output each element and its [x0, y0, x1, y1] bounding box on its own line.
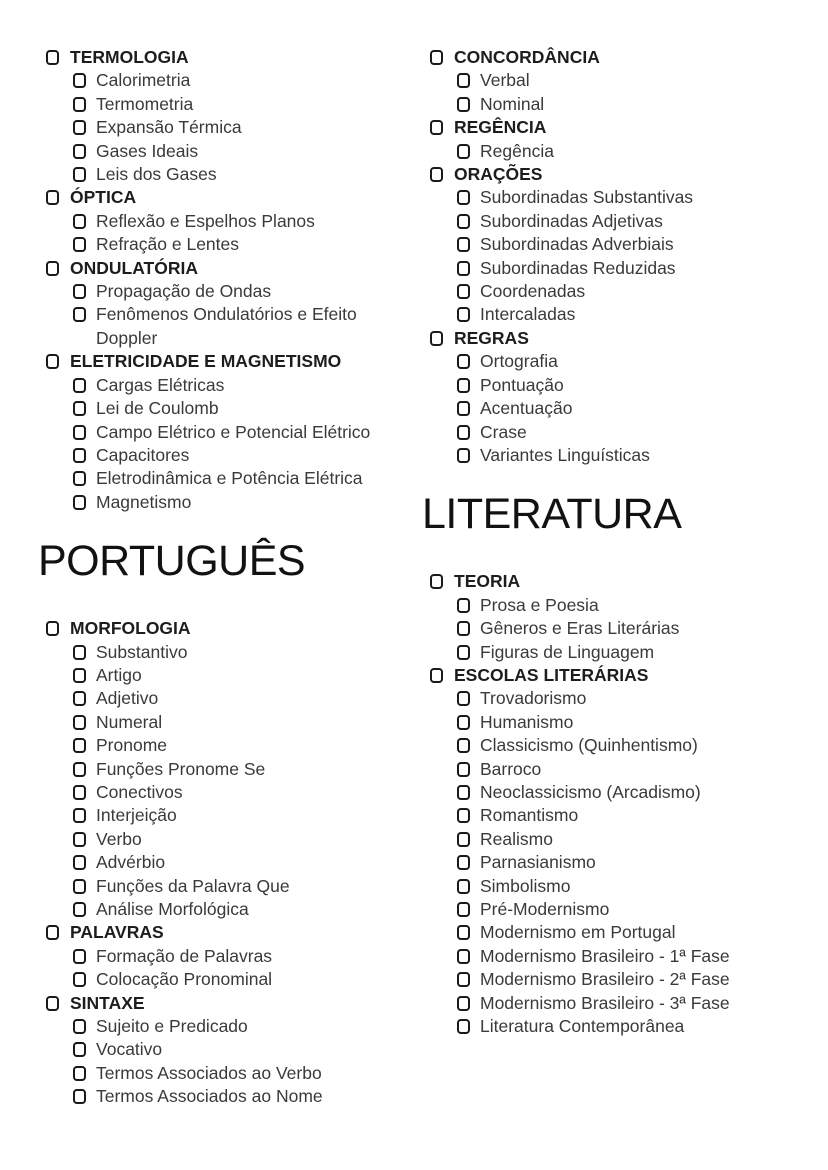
checklist-item-label: Leis dos Gases	[96, 164, 217, 185]
checklist-item-label: Calorimetria	[96, 70, 191, 91]
checklist-item-label: Gêneros e Eras Literárias	[480, 618, 680, 639]
checklist-item-label: Modernismo Brasileiro - 3ª Fase	[480, 992, 730, 1013]
todo-checkbox[interactable]	[457, 307, 470, 322]
todo-checkbox[interactable]	[457, 378, 470, 393]
checklist-item-label: Vocativo	[96, 1039, 163, 1060]
section-header-label: ÓPTICA	[70, 187, 137, 208]
todo-checkbox[interactable]	[457, 73, 470, 88]
checklist-section	[430, 327, 766, 467]
checklist-item-row	[430, 781, 766, 804]
checklist-item-row	[46, 1038, 386, 1061]
todo-checkbox[interactable]	[73, 691, 86, 706]
checklist-item-row	[46, 851, 386, 874]
checklist-item-label: Substantivo	[96, 641, 188, 662]
checklist-item-row	[430, 594, 766, 617]
todo-checkbox[interactable]	[73, 762, 86, 777]
todo-checkbox[interactable]	[457, 925, 470, 940]
checklist-item-label: Capacitores	[96, 444, 190, 465]
todo-checkbox[interactable]	[73, 785, 86, 800]
checklist-item-label: Lei de Coulomb	[96, 398, 219, 419]
checklist-item-row	[46, 898, 386, 921]
todo-checkbox[interactable]	[457, 425, 470, 440]
checklist-item-label: Cargas Elétricas	[96, 374, 225, 395]
checklist-item-label: Realismo	[480, 828, 553, 849]
todo-checkbox[interactable]	[457, 855, 470, 870]
section-header-label: SINTAXE	[70, 992, 145, 1013]
checklist-item-row	[46, 711, 386, 734]
checklist-section	[46, 46, 386, 186]
todo-checkbox[interactable]	[457, 738, 470, 753]
checklist-item-row	[430, 617, 766, 640]
checklist-item-label: Interjeição	[96, 805, 177, 826]
checklist-item-label: Neoclassicismo (Arcadismo)	[480, 781, 701, 802]
todo-checkbox[interactable]	[73, 879, 86, 894]
todo-checkbox[interactable]	[73, 1042, 86, 1057]
checklist-section	[430, 570, 766, 664]
checklist-item-label: Nominal	[480, 93, 545, 114]
checklist-item-row	[430, 968, 766, 991]
checklist-item-label: Ortografia	[480, 351, 558, 372]
todo-checkbox[interactable]	[457, 832, 470, 847]
checklist-item-label: Termos Associados ao Verbo	[96, 1062, 322, 1083]
checklist-item-label: Intercaladas	[480, 304, 576, 325]
section-header-row	[46, 46, 386, 69]
checklist-item-row	[430, 233, 766, 256]
checklist-item-row	[430, 186, 766, 209]
checklist-item-label: Subordinadas Adjetivas	[480, 210, 663, 231]
checklist-item-row	[430, 93, 766, 116]
todo-checkbox[interactable]	[430, 50, 443, 65]
todo-checkbox[interactable]	[73, 832, 86, 847]
section-header-label: ORAÇÕES	[454, 164, 543, 185]
checklist-item-label: Prosa e Poesia	[480, 594, 599, 615]
checklist-item-row	[430, 734, 766, 757]
checklist-item-label: Sujeito e Predicado	[96, 1016, 248, 1037]
checklist-item-label: Numeral	[96, 711, 163, 732]
checklist-item-row	[46, 641, 386, 664]
todo-checkbox[interactable]	[73, 214, 86, 229]
checklist-item-row	[430, 69, 766, 92]
checklist-item-label: Termos Associados ao Nome	[96, 1086, 323, 1107]
checklist-item-label: Acentuação	[480, 398, 573, 419]
checklist-item-label: Modernismo Brasileiro - 2ª Fase	[480, 969, 730, 990]
checklist-item-row	[46, 93, 386, 116]
todo-checkbox[interactable]	[457, 448, 470, 463]
checklist-item-label: Regência	[480, 140, 554, 161]
checklist-item-row	[46, 1015, 386, 1038]
checklist-item-row	[430, 280, 766, 303]
todo-checkbox[interactable]	[457, 902, 470, 917]
todo-checkbox[interactable]	[73, 972, 86, 987]
todo-checkbox[interactable]	[457, 808, 470, 823]
checklist-item-row	[430, 921, 766, 944]
todo-checkbox[interactable]	[457, 691, 470, 706]
todo-checkbox[interactable]	[73, 237, 86, 252]
checklist-item-row	[46, 233, 386, 256]
checklist-item-label: Termometria	[96, 93, 194, 114]
checklist-item-label: Pronome	[96, 735, 168, 756]
todo-checkbox[interactable]	[73, 1089, 86, 1104]
checklist-item-row	[46, 421, 386, 444]
checklist-item-label: Subordinadas Substantivas	[480, 187, 694, 208]
checklist-item-label: Modernismo em Portugal	[480, 922, 676, 943]
checklist-item-row	[46, 374, 386, 397]
checklist-item-label: Figuras de Linguagem	[480, 641, 655, 662]
checklist-item-row	[46, 444, 386, 467]
checklist-item-label: Variantes Linguísticas	[480, 444, 650, 465]
todo-checkbox[interactable]	[457, 621, 470, 636]
checklist-item-label: Pontuação	[480, 374, 564, 395]
checklist-item-label: Funções Pronome Se	[96, 758, 266, 779]
checklist-item-row	[46, 828, 386, 851]
todo-checkbox[interactable]	[46, 996, 59, 1011]
checklist-item-row	[430, 350, 766, 373]
todo-checkbox[interactable]	[73, 949, 86, 964]
checklist-item-label: Artigo	[96, 664, 142, 685]
checklist-item-row	[46, 875, 386, 898]
section-header-row	[46, 257, 386, 280]
checklist-item-row	[46, 781, 386, 804]
checklist-item-label: Romantismo	[480, 805, 579, 826]
checklist-item-row	[46, 163, 386, 186]
todo-checkbox[interactable]	[73, 738, 86, 753]
checklist-item-label: Verbal	[480, 70, 530, 91]
todo-checkbox[interactable]	[430, 574, 443, 589]
page-title: LITERATURA	[422, 490, 682, 539]
section-header-label: TEORIA	[454, 571, 521, 592]
section-header-label: TERMOLOGIA	[70, 47, 189, 67]
todo-checkbox[interactable]	[73, 425, 86, 440]
checklist-item-label: Funções da Palavra Que	[96, 875, 290, 896]
checklist-item-row	[430, 641, 766, 664]
section-header-label: ONDULATÓRIA	[70, 257, 198, 278]
checklist-item-row	[430, 140, 766, 163]
todo-checkbox[interactable]	[73, 73, 86, 88]
todo-checkbox[interactable]	[46, 190, 59, 205]
checklist-section	[430, 46, 766, 116]
todo-checkbox[interactable]	[457, 354, 470, 369]
todo-checkbox[interactable]	[457, 715, 470, 730]
checklist-item-label: Refração e Lentes	[96, 234, 240, 255]
checklist-item-row	[430, 257, 766, 280]
checklist-item-label: Parnasianismo	[480, 852, 596, 873]
checklist-item-row	[46, 116, 386, 139]
checklist-item-label: Classicismo (Quinhentismo)	[480, 735, 698, 756]
todo-checkbox[interactable]	[457, 949, 470, 964]
checklist-section	[46, 186, 386, 256]
todo-checkbox[interactable]	[73, 808, 86, 823]
section-header-row	[430, 664, 766, 687]
todo-checkbox[interactable]	[73, 401, 86, 416]
todo-checkbox[interactable]	[73, 902, 86, 917]
checklist-item-row	[430, 421, 766, 444]
todo-checkbox[interactable]	[457, 785, 470, 800]
checklist-item-row	[46, 303, 386, 350]
todo-checkbox[interactable]	[457, 972, 470, 987]
todo-checkbox[interactable]	[457, 214, 470, 229]
checklist-section	[430, 664, 766, 1039]
checklist-section	[46, 992, 386, 1109]
checklist-section	[46, 921, 386, 991]
checklist-section	[46, 350, 386, 514]
section-header-label: ELETRICIDADE E MAGNETISMO	[70, 351, 342, 372]
section-header-label: CONCORDÂNCIA	[454, 47, 600, 67]
checklist-item-label: Subordinadas Reduzidas	[480, 257, 676, 278]
section-header-label: PALAVRAS	[70, 922, 164, 943]
checklist-item-row	[46, 1062, 386, 1085]
todo-checkbox[interactable]	[457, 401, 470, 416]
checklist-item-label: Análise Morfológica	[96, 899, 249, 919]
todo-checkbox[interactable]	[457, 879, 470, 894]
todo-checkbox[interactable]	[73, 167, 86, 182]
todo-checkbox[interactable]	[73, 307, 86, 322]
todo-checkbox[interactable]	[457, 645, 470, 660]
column-left	[38, 46, 386, 1109]
checklist-item-label: Literatura Contemporânea	[480, 1016, 685, 1037]
todo-checkbox[interactable]	[73, 645, 86, 660]
todo-checkbox[interactable]	[430, 331, 443, 346]
todo-checkbox[interactable]	[46, 354, 59, 369]
checklist-item-row	[430, 851, 766, 874]
todo-checkbox[interactable]	[457, 1019, 470, 1034]
checklist-section	[46, 257, 386, 351]
section-header-label: ESCOLAS LITERÁRIAS	[454, 664, 649, 685]
section-header-row	[430, 327, 766, 350]
todo-checkbox[interactable]	[457, 762, 470, 777]
checklist-item-label: Reflexão e Espelhos Planos	[96, 210, 315, 231]
todo-checkbox[interactable]	[73, 1066, 86, 1081]
todo-checkbox[interactable]	[73, 855, 86, 870]
todo-checkbox[interactable]	[73, 471, 86, 486]
todo-checkbox[interactable]	[46, 925, 59, 940]
todo-checkbox[interactable]	[457, 284, 470, 299]
todo-checkbox[interactable]	[457, 190, 470, 205]
checklist-item-label: Humanismo	[480, 711, 574, 732]
checklist-item-row	[46, 945, 386, 968]
checklist-item-label: Campo Elétrico e Potencial Elétrico	[96, 421, 371, 442]
checklist-item-row	[430, 992, 766, 1015]
checklist-item-row	[46, 968, 386, 991]
section-header-label: REGRAS	[454, 327, 529, 348]
checklist-item-row	[430, 945, 766, 968]
checklist-item-row	[430, 444, 766, 467]
checklist-item-label: Advérbio	[96, 852, 166, 873]
checklist-item-row	[46, 758, 386, 781]
checklist-item-row	[46, 210, 386, 233]
checklist-item-row	[46, 664, 386, 687]
section-header-row	[46, 350, 386, 373]
checklist-item-label: Coordenadas	[480, 281, 586, 302]
todo-checkbox[interactable]	[457, 237, 470, 252]
section-header-row	[430, 116, 766, 139]
checklist-item-label: Pré-Modernismo	[480, 899, 610, 919]
checklist-item-row	[46, 467, 386, 490]
todo-checkbox[interactable]	[73, 97, 86, 112]
todo-checkbox[interactable]	[430, 167, 443, 182]
page-title: PORTUGUÊS	[38, 537, 306, 586]
checklist-item-row	[430, 758, 766, 781]
checklist-item-label: Propagação de Ondas	[96, 281, 272, 302]
checklist-item-row	[46, 491, 386, 514]
checklist-item-label: Expansão Térmica	[96, 117, 242, 138]
checklist-item-label: Fenômenos Ondulatórios e Efeito Doppler	[96, 304, 357, 348]
checklist-item-row	[430, 875, 766, 898]
section-header-row	[46, 617, 386, 640]
checklist-item-row	[430, 303, 766, 326]
checklist-item-label: Conectivos	[96, 781, 183, 802]
checklist-item-label: Barroco	[480, 758, 542, 779]
checklist-item-row	[46, 280, 386, 303]
todo-checkbox[interactable]	[73, 378, 86, 393]
checklist-item-row	[430, 711, 766, 734]
checklist-section	[430, 163, 766, 327]
section-header-row	[46, 992, 386, 1015]
section-header-row	[46, 186, 386, 209]
checklist-section	[46, 617, 386, 921]
checklist-item-label: Adjetivo	[96, 688, 159, 709]
todo-checkbox[interactable]	[457, 97, 470, 112]
todo-checkbox[interactable]	[73, 120, 86, 135]
todo-checkbox[interactable]	[46, 621, 59, 636]
checklist-item-row	[46, 734, 386, 757]
checklist-item-row	[46, 804, 386, 827]
todo-checkbox[interactable]	[457, 261, 470, 276]
section-header-label: REGÊNCIA	[454, 117, 547, 138]
checklist-item-row	[430, 687, 766, 710]
checklist-item-label: Formação de Palavras	[96, 945, 273, 966]
checklist-item-label: Eletrodinâmica e Potência Elétrica	[96, 468, 363, 489]
checklist-item-row	[46, 140, 386, 163]
checklist-item-label: Magnetismo	[96, 491, 192, 512]
section-header-row	[430, 46, 766, 69]
checklist-item-label: Verbo	[96, 828, 142, 849]
column-right	[422, 46, 766, 1038]
checklist-item-row	[46, 687, 386, 710]
todo-checkbox[interactable]	[430, 668, 443, 683]
checklist-item-label: Simbolismo	[480, 875, 571, 896]
checklist-item-row	[46, 1085, 386, 1108]
checklist-item-row	[46, 69, 386, 92]
checklist-item-row	[430, 397, 766, 420]
checklist-item-row	[430, 898, 766, 921]
section-header-label: MORFOLOGIA	[70, 618, 191, 639]
checklist-item-label: Trovadorismo	[480, 688, 587, 709]
checklist-item-label: Crase	[480, 421, 527, 442]
todo-checkbox[interactable]	[46, 50, 59, 65]
checklist-item-label: Subordinadas Adverbiais	[480, 234, 674, 255]
todo-checkbox[interactable]	[430, 120, 443, 135]
checklist-item-label: Gases Ideais	[96, 140, 199, 161]
todo-checkbox[interactable]	[73, 1019, 86, 1034]
checklist-section	[430, 116, 766, 163]
todo-checkbox[interactable]	[457, 598, 470, 613]
todo-checkbox[interactable]	[73, 495, 86, 510]
todo-checkbox[interactable]	[457, 996, 470, 1011]
todo-checkbox[interactable]	[73, 668, 86, 683]
section-header-row	[430, 163, 766, 186]
todo-checkbox[interactable]	[457, 144, 470, 159]
todo-checkbox[interactable]	[46, 261, 59, 276]
section-header-row	[430, 570, 766, 593]
checklist-item-row	[430, 828, 766, 851]
checklist-item-row	[430, 1015, 766, 1038]
todo-checkbox[interactable]	[73, 144, 86, 159]
checklist-item-row	[430, 804, 766, 827]
todo-checkbox[interactable]	[73, 448, 86, 463]
section-header-row	[46, 921, 386, 944]
checklist-item-row	[46, 397, 386, 420]
checklist-item-label: Modernismo Brasileiro - 1ª Fase	[480, 945, 730, 966]
checklist-item-row	[430, 374, 766, 397]
checklist-item-row	[430, 210, 766, 233]
checklist-item-label: Colocação Pronominal	[96, 969, 273, 990]
todo-checkbox[interactable]	[73, 284, 86, 299]
todo-checkbox[interactable]	[73, 715, 86, 730]
